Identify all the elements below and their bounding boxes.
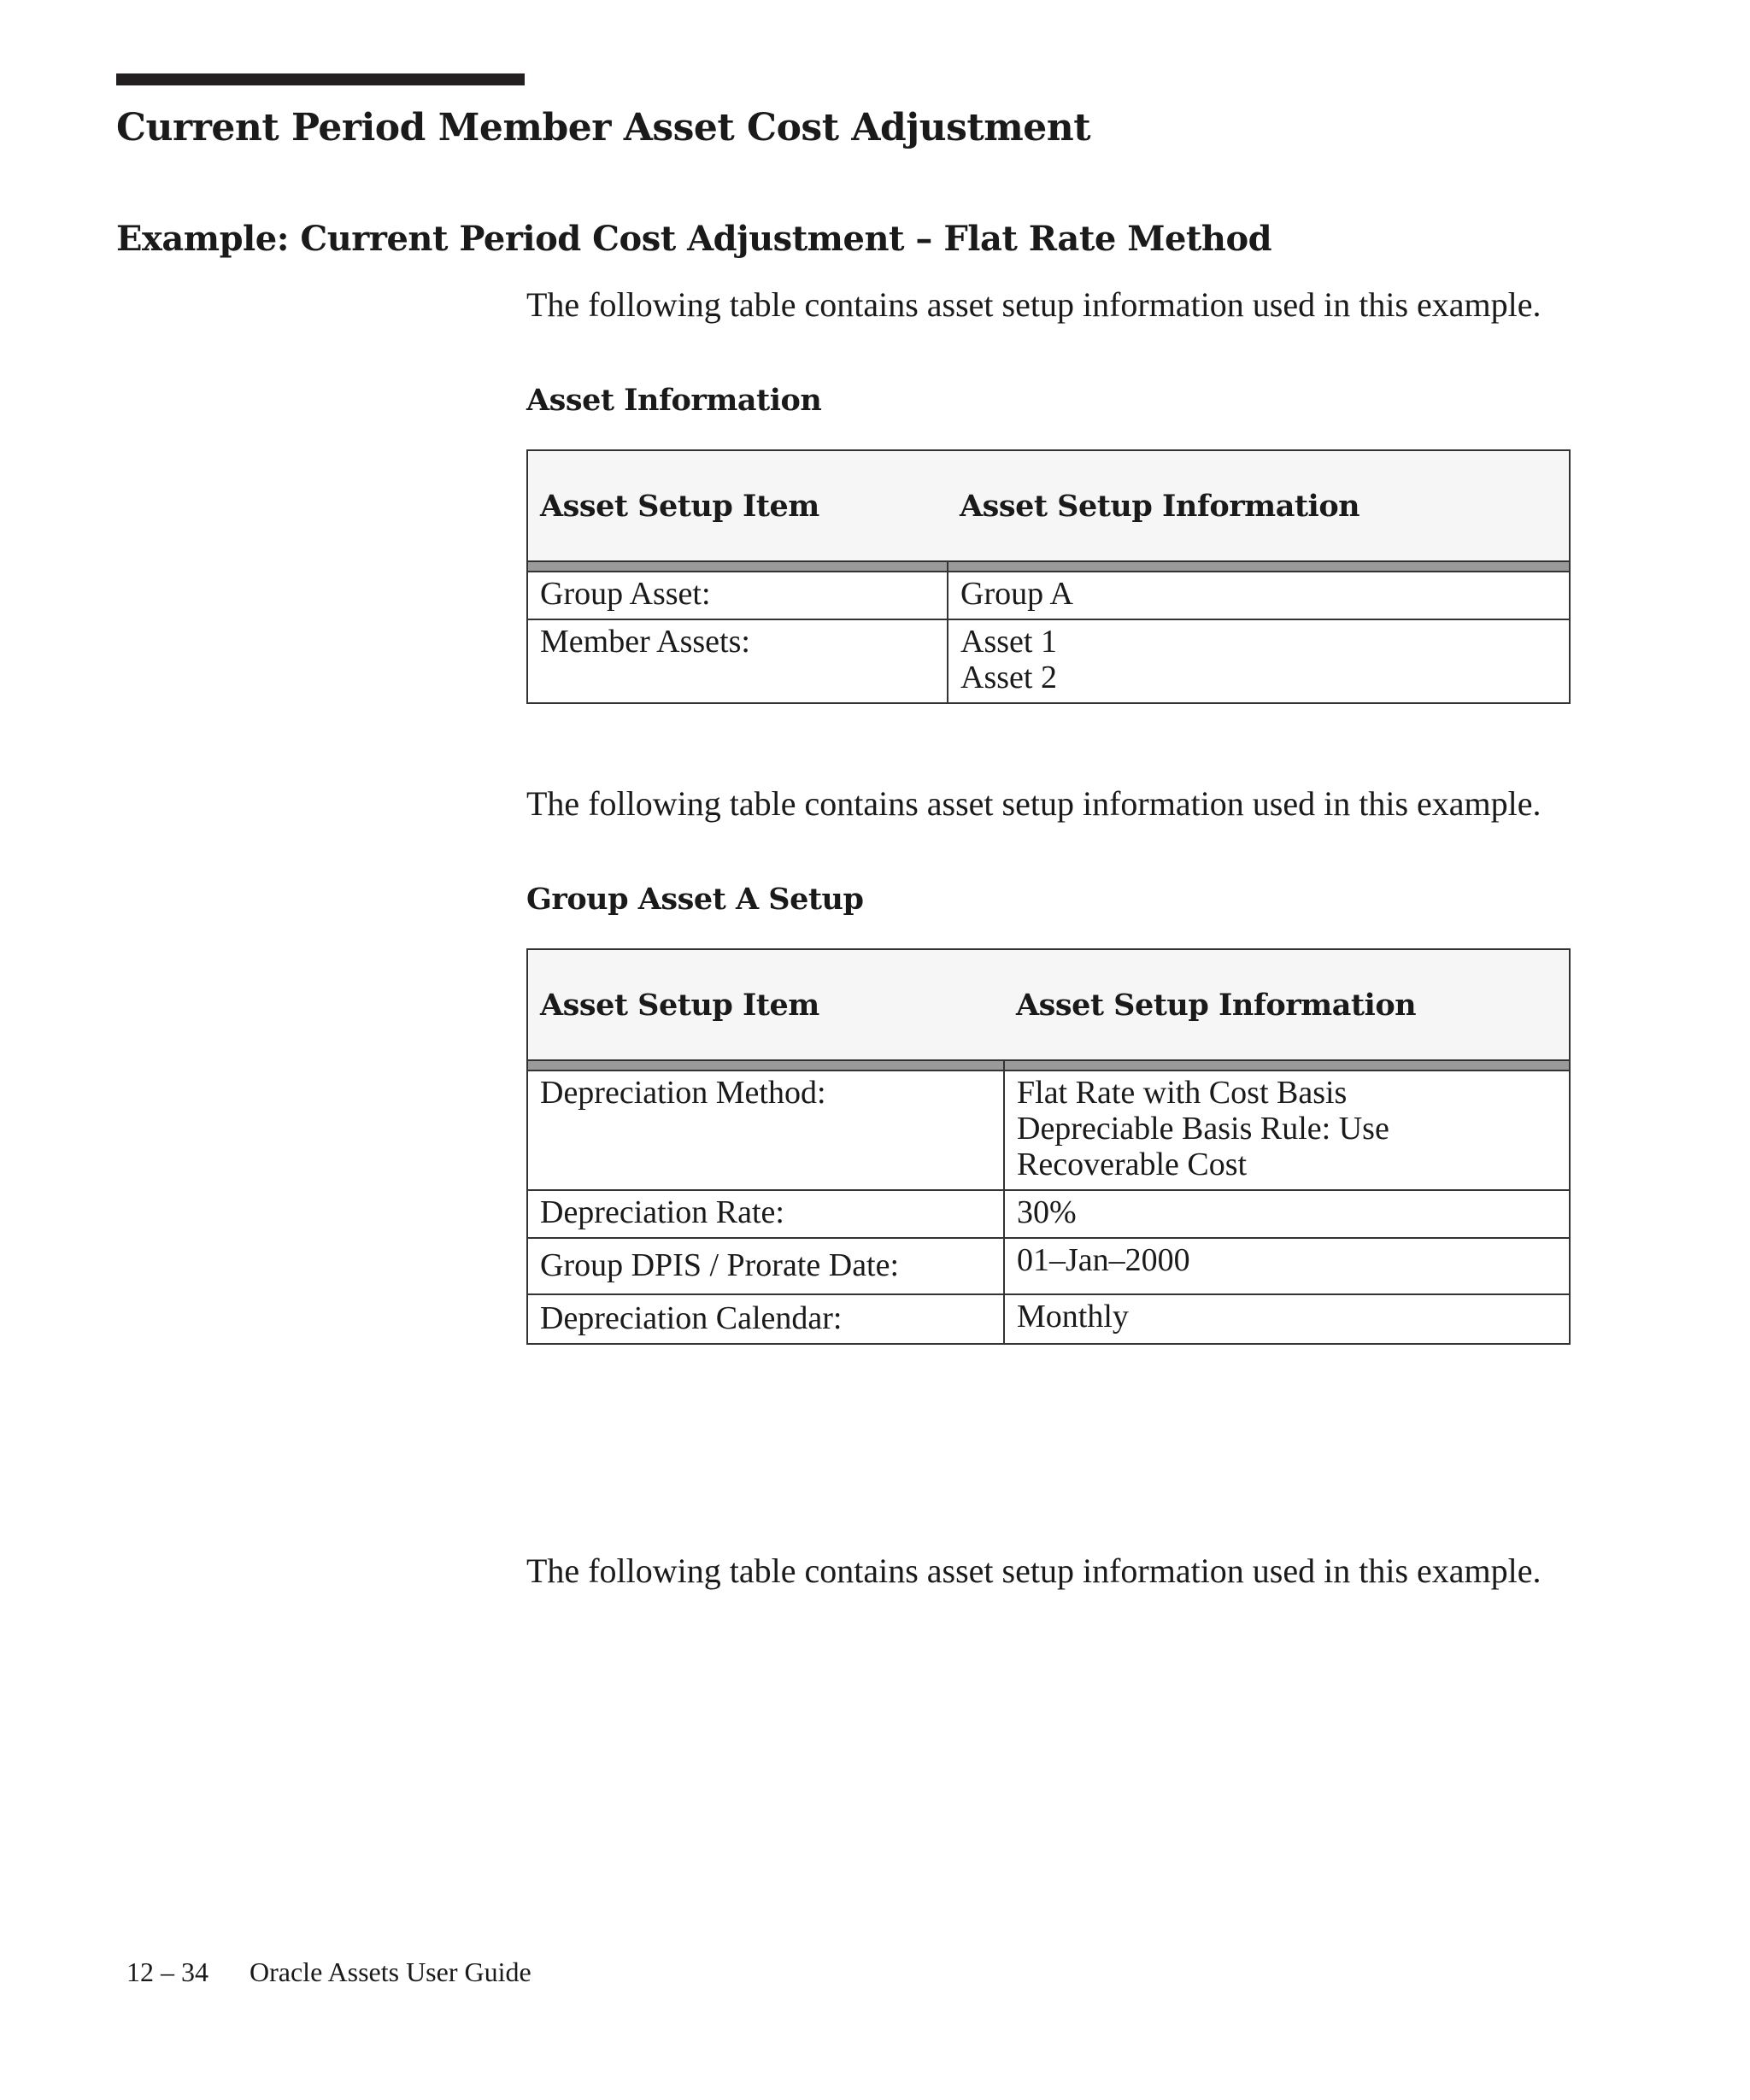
book-title: Oracle Assets User Guide — [250, 1956, 531, 1987]
row-item: Depreciation Rate: — [527, 1190, 1004, 1238]
row-item: Depreciation Calendar: — [527, 1294, 1004, 1344]
row-item: Group DPIS / Prorate Date: — [527, 1238, 1004, 1294]
table-row — [527, 619, 1570, 703]
section-top-rule — [116, 73, 525, 85]
row-info — [948, 572, 1570, 619]
header-asset-setup-item: Asset Setup Item — [527, 450, 948, 561]
row-item: Member Assets: — [527, 619, 948, 703]
table-row — [527, 1071, 1570, 1190]
header-asset-setup-information: Asset Setup Information — [1004, 949, 1570, 1060]
intro-paragraph-3 — [526, 1552, 1571, 1591]
row-item: Group Asset: — [527, 572, 948, 619]
row-info — [1004, 1071, 1570, 1190]
row-info-line: Depreciable Basis Rule: Use Recoverable Cost — [1017, 1111, 1389, 1182]
table-header-row — [527, 949, 1570, 1060]
row-info-line: 01–Jan–2000 — [1017, 1242, 1190, 1278]
intro-text: The following table contains asset setup information used in this example. — [526, 1552, 1542, 1590]
table-row — [527, 572, 1570, 619]
intro-text: The following table contains asset setup information used in this example. — [526, 285, 1542, 324]
table-row — [527, 1238, 1570, 1294]
group-asset-setup-table — [526, 948, 1571, 1345]
table-row — [527, 1294, 1570, 1344]
row-info — [1004, 1190, 1570, 1238]
row-info — [1004, 1294, 1570, 1344]
intro-paragraph-2 — [526, 784, 1571, 824]
table-header-row — [527, 450, 1570, 561]
row-info-line: 30% — [1017, 1194, 1077, 1230]
header-asset-setup-information: Asset Setup Information — [948, 450, 1570, 561]
header-separator — [527, 1060, 1570, 1071]
page-footer — [126, 1956, 531, 1988]
row-info — [1004, 1238, 1570, 1294]
section-title: Current Period Member Asset Cost Adjustment — [116, 106, 1091, 150]
table-caption-1-wrap — [526, 383, 1571, 418]
asset-information-table — [526, 449, 1571, 704]
row-item: Depreciation Method: — [527, 1071, 1004, 1190]
header-separator — [527, 561, 1570, 572]
table-caption: Asset Information — [526, 383, 822, 418]
page-number: 12 – 34 — [126, 1956, 208, 1987]
intro-text: The following table contains asset setup information used in this example. — [526, 784, 1542, 823]
row-info-line: Asset 1 — [960, 624, 1057, 660]
header-asset-setup-item: Asset Setup Item — [527, 949, 1004, 1060]
table-caption-2-wrap — [526, 882, 1571, 917]
table-row — [527, 1190, 1570, 1238]
row-info-line: Flat Rate with Cost Basis — [1017, 1075, 1348, 1111]
row-info — [948, 619, 1570, 703]
table-caption: Group Asset A Setup — [526, 882, 864, 917]
intro-paragraph-1 — [526, 285, 1571, 325]
example-title: Example: Current Period Cost Adjustment – Flat Rate Method — [116, 219, 1272, 259]
row-info-line: Group A — [960, 576, 1073, 612]
row-info-line: Asset 2 — [960, 660, 1057, 695]
row-info-line: Monthly — [1017, 1299, 1129, 1334]
